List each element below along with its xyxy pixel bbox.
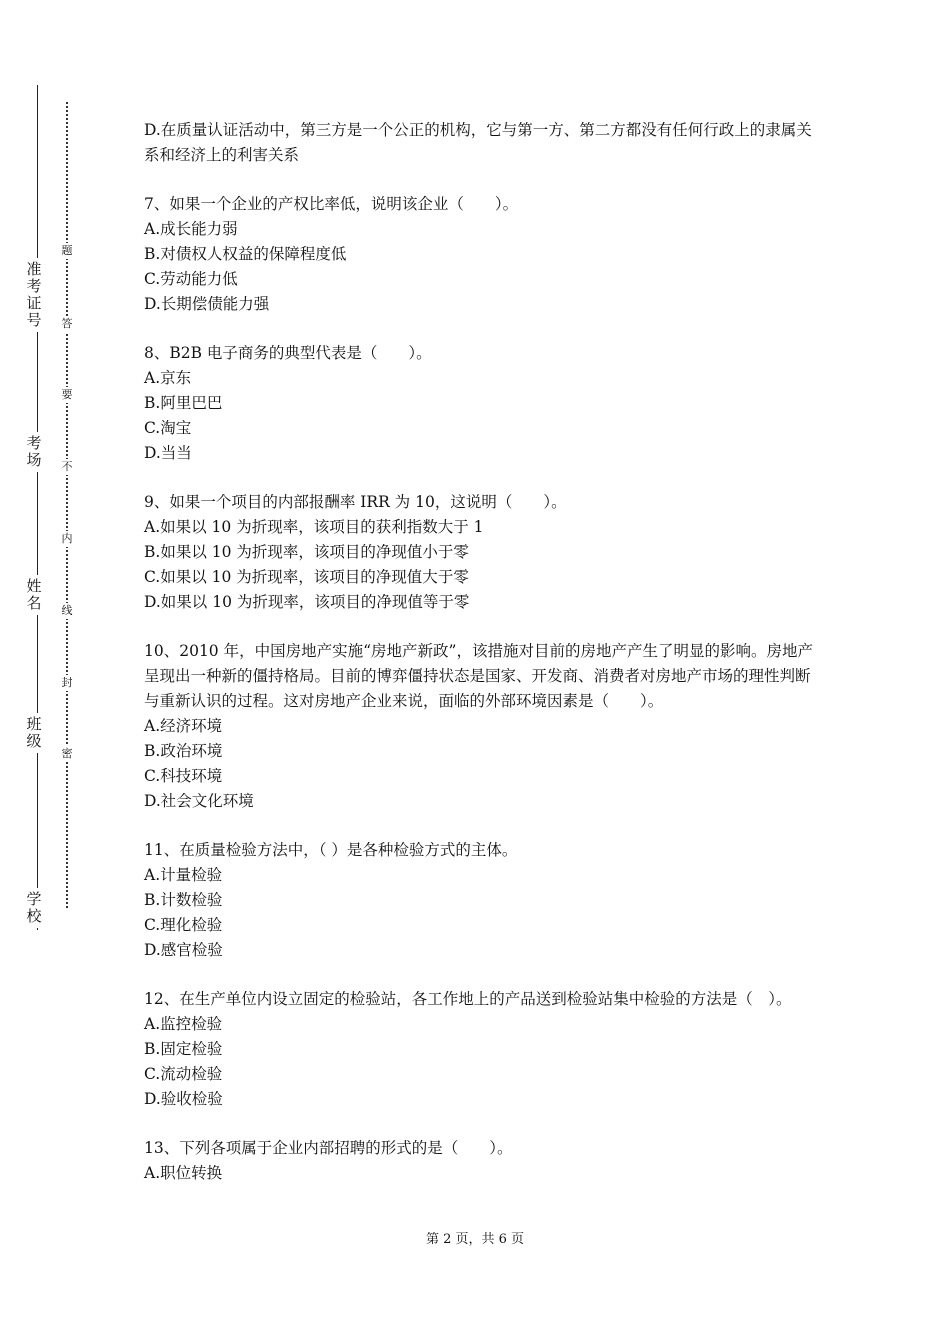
question-stem: 10、2010 年，中国房地产实施“房地产新政”，该措施对目前的房地产产生了明显的影响。房地产呈现出一种新的僵持格局。目前的博弈僵持状态是国家、开发商、消费者对房地产市场的理性判断与重新认识的过程。这对房地产企业来说，面临的外部环境因素是（ ）。 bbox=[144, 642, 813, 710]
question-6-continued bbox=[144, 118, 814, 168]
question-7 bbox=[144, 192, 814, 317]
question-12 bbox=[144, 987, 814, 1112]
seal-char: 要 bbox=[59, 387, 75, 403]
margin-label-text bbox=[20, 891, 48, 925]
margin-label-char: 名 bbox=[26, 594, 42, 612]
option-a: A.如果以 10 为折现率，该项目的获利指数大于 1 bbox=[144, 518, 484, 536]
margin-label-char: 学 bbox=[26, 890, 42, 908]
seal-char: 内 bbox=[59, 531, 75, 547]
option-b: B.对债权人权益的保障程度低 bbox=[144, 245, 347, 263]
question-stem: 9、如果一个项目的内部报酬率 IRR 为 10，这说明（ ）。 bbox=[144, 493, 567, 511]
option-b: B.阿里巴巴 bbox=[144, 394, 223, 412]
margin-label-char: 证 bbox=[26, 294, 42, 312]
option-a: A.职位转换 bbox=[144, 1164, 223, 1182]
seal-char: 不 bbox=[59, 459, 75, 475]
question-stem: 11、在质量检验方法中，（ ）是各种检验方式的主体。 bbox=[144, 841, 518, 859]
seal-char: 答 bbox=[59, 316, 75, 332]
option-d: D.验收检验 bbox=[144, 1090, 223, 1108]
question-11 bbox=[144, 838, 814, 963]
seal-char: 密 bbox=[59, 746, 75, 762]
option-b: B.政治环境 bbox=[144, 742, 223, 760]
seal-dotted-line bbox=[66, 102, 68, 908]
option-b: B.计数检验 bbox=[144, 891, 223, 909]
seal-char: 封 bbox=[59, 675, 75, 691]
margin-label-char: 考 bbox=[26, 434, 42, 452]
question-10 bbox=[144, 639, 814, 814]
option-d: D.感官检验 bbox=[144, 941, 223, 959]
option-c: C.如果以 10 为折现率，该项目的净现值大于零 bbox=[144, 568, 469, 586]
option-a: A.监控检验 bbox=[144, 1015, 223, 1033]
option-c: C.劳动能力低 bbox=[144, 270, 238, 288]
margin-label-exam-room bbox=[20, 432, 48, 472]
option-c: C.理化检验 bbox=[144, 916, 223, 934]
margin-label-char: 考 bbox=[26, 277, 42, 295]
binding-solid-line bbox=[37, 85, 38, 930]
option-b: B.如果以 10 为折现率，该项目的净现值小于零 bbox=[144, 543, 469, 561]
option-a: A.京东 bbox=[144, 369, 192, 387]
option-text: D.在质量认证活动中，第三方是一个公正的机构，它与第一方、第二方都没有任何行政上的隶属关系和经济上的利害关系 bbox=[144, 121, 812, 164]
margin-label-name bbox=[20, 575, 48, 615]
margin-label-char: 班 bbox=[26, 715, 42, 733]
margin-label-char: 姓 bbox=[26, 577, 42, 595]
binding-margin bbox=[0, 0, 73, 1344]
margin-label-text bbox=[20, 435, 48, 469]
question-stem: 7、如果一个企业的产权比率低，说明该企业（ ）。 bbox=[144, 195, 519, 213]
question-stem: 8、B2B 电子商务的典型代表是（ ）。 bbox=[144, 344, 432, 362]
option-c: C.科技环境 bbox=[144, 767, 223, 785]
margin-label-school bbox=[20, 888, 48, 928]
margin-label-char: 场 bbox=[26, 451, 42, 469]
option-a: A.计量检验 bbox=[144, 866, 223, 884]
option-d: D.如果以 10 为折现率，该项目的净现值等于零 bbox=[144, 593, 470, 611]
margin-label-class bbox=[20, 713, 48, 753]
option-c: C.淘宝 bbox=[144, 419, 192, 437]
margin-label-char: 号 bbox=[26, 311, 42, 329]
option-d: D.社会文化环境 bbox=[144, 792, 254, 810]
question-13 bbox=[144, 1136, 814, 1186]
question-9 bbox=[144, 490, 814, 615]
question-list bbox=[144, 118, 814, 1210]
seal-char: 题 bbox=[59, 243, 75, 259]
page-number: 第 2 页，共 6 页 bbox=[425, 1232, 525, 1247]
margin-label-char: 级 bbox=[26, 732, 42, 750]
margin-label-char: 校 bbox=[26, 907, 42, 925]
option-d: D.长期偿债能力强 bbox=[144, 295, 270, 313]
margin-label-text bbox=[20, 261, 48, 329]
question-8 bbox=[144, 341, 814, 466]
margin-label-text bbox=[20, 578, 48, 612]
option-a: A.成长能力弱 bbox=[144, 220, 238, 238]
option-b: B.固定检验 bbox=[144, 1040, 223, 1058]
option-a: A.经济环境 bbox=[144, 717, 223, 735]
margin-label-exam-id bbox=[20, 258, 48, 332]
question-stem: 12、在生产单位内设立固定的检验站，各工作地上的产品送到检验站集中检验的方法是（ ）。 bbox=[144, 990, 792, 1008]
margin-label-text bbox=[20, 716, 48, 750]
option-d: D.当当 bbox=[144, 444, 192, 462]
margin-label-char: 准 bbox=[26, 260, 42, 278]
option-c: C.流动检验 bbox=[144, 1065, 223, 1083]
seal-char: 线 bbox=[59, 603, 75, 619]
question-stem: 13、下列各项属于企业内部招聘的形式的是（ ）。 bbox=[144, 1139, 513, 1157]
